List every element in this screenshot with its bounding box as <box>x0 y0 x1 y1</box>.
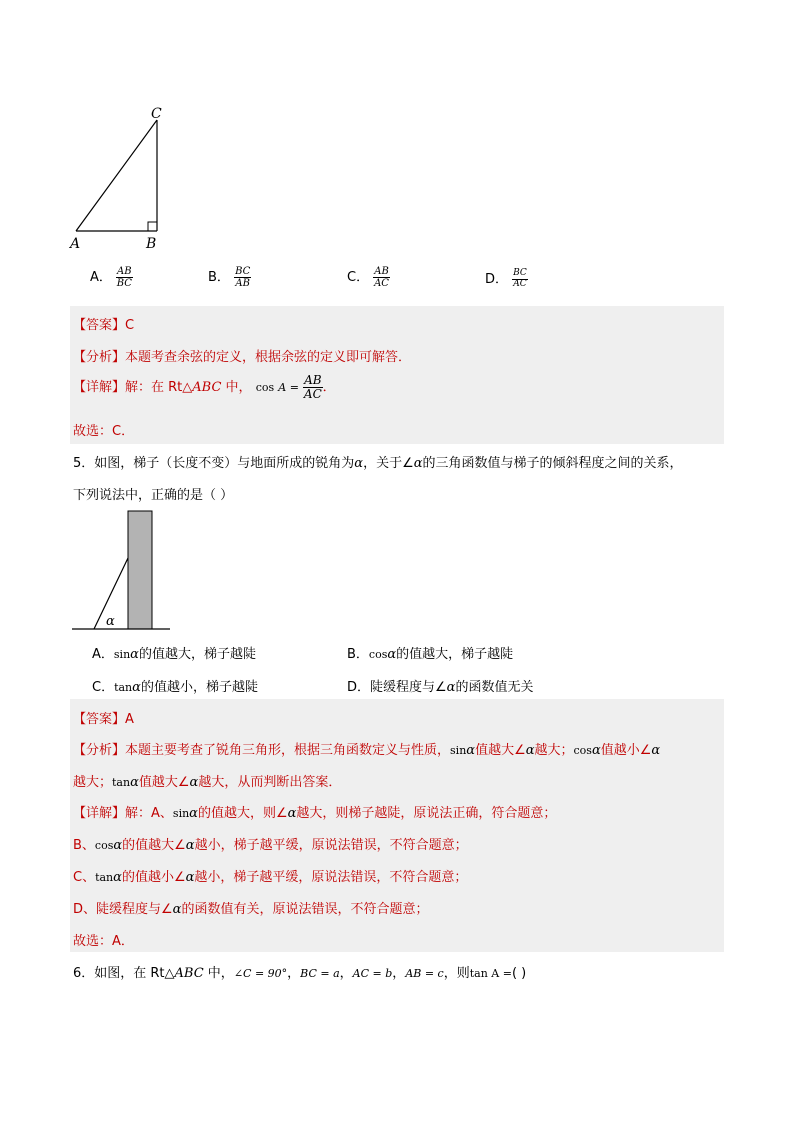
q5-detail-4a: D、陡缓程度与∠ <box>73 902 173 917</box>
q5-detail-3-alpha-2: α <box>185 870 195 885</box>
q5-stem-line2: 下列说法中，正确的是（ ） <box>73 488 234 503</box>
side-ac <box>76 120 157 231</box>
q4-option-b-fraction <box>234 266 251 289</box>
q4-option-b[interactable] <box>208 266 251 289</box>
q5-option-a-fn: sin <box>113 648 131 661</box>
q5-detail-2-cos: cos <box>94 839 114 852</box>
q4-analysis-label: 【分析】 <box>73 350 126 365</box>
q4-option-c-letter: C． <box>347 270 370 285</box>
q4-option-a-letter: A． <box>90 270 112 285</box>
q5-analysis-tan: tan <box>112 776 131 789</box>
q5-analysis-4: 值越小∠ <box>600 743 652 758</box>
vertex-b-label: B <box>146 236 157 252</box>
q4-detail-mid: 中， <box>221 380 252 396</box>
right-angle-mark <box>148 222 157 231</box>
q5-detail-line4 <box>73 898 428 917</box>
q6-p7: ( ) <box>511 966 527 981</box>
q5-option-c-letter: C． <box>92 680 115 695</box>
q4-detail-cos: cos <box>255 381 275 395</box>
q6-p1: 6．如图，在 Rt△ <box>73 966 175 981</box>
q5-analysis-1: 本题主要考查了锐角三角形，根据三角函数定义与性质， <box>125 743 451 758</box>
q5-analysis-7: 越大，从而判断出答案． <box>198 775 342 790</box>
q4-answer-line <box>73 314 134 333</box>
q5-detail-2c: 越小，梯子越平缓，原说法错误，不符合题意； <box>194 838 468 853</box>
q5-option-d-letter: D． <box>347 680 371 695</box>
q4-answer-label: 【答案】 <box>73 318 126 333</box>
q5-stem-line1 <box>73 452 683 471</box>
q5-stem-1b: ，关于∠ <box>363 456 414 471</box>
q5-option-b-alpha: α <box>387 647 397 662</box>
q5-detail-label: 【详解】 <box>73 806 126 821</box>
q6-p5: ， <box>392 966 406 981</box>
q6-tan: tan A = <box>469 967 512 980</box>
q5-analysis-alpha-1: α <box>466 743 476 758</box>
q4-detail-tri: ABC <box>192 380 222 396</box>
q5-analysis-5: 越大； <box>73 775 113 790</box>
angle-alpha-label: α <box>106 614 115 629</box>
q5-analysis-alpha-5: α <box>130 775 139 790</box>
q5-analysis-line2 <box>73 771 341 790</box>
q6-p2: 中， <box>203 966 234 981</box>
q5-detail-1a: 解：A、 <box>125 806 173 821</box>
q5-analysis-alpha-3: α <box>591 743 601 758</box>
q5-detail-3b: 的值越小∠ <box>121 870 186 885</box>
vertex-c-label: C <box>151 106 162 122</box>
q4-analysis-line <box>73 346 411 365</box>
q4-option-d[interactable] <box>485 268 528 290</box>
q5-option-b-text: 的值越大，梯子越陡 <box>396 647 514 662</box>
q4-option-c-den: AC <box>374 278 389 289</box>
q5-analysis-line1 <box>73 739 660 758</box>
q5-analysis-alpha-6: α <box>189 775 199 790</box>
q5-detail-2b: 的值越大∠ <box>122 838 186 853</box>
q6-p3: ， <box>287 966 301 981</box>
q4-option-a-fraction <box>116 266 133 289</box>
q5-option-a-alpha: α <box>130 647 139 662</box>
q5-option-c-fn: tan <box>114 681 133 694</box>
q4-detail-end: ． <box>322 380 336 396</box>
q6-p4: ， <box>339 966 353 981</box>
q5-stem-alpha-1: α <box>354 456 364 471</box>
q5-stem-1c: 的三角函数值与梯子的倾斜程度之间的关系， <box>422 456 683 471</box>
q5-detail-2-alpha-2: α <box>185 838 195 853</box>
q5-option-b[interactable] <box>347 643 513 662</box>
q5-detail-line2 <box>73 834 468 853</box>
q5-option-b-fn: cos <box>368 648 388 661</box>
q5-analysis-alpha-2: α <box>525 743 535 758</box>
q4-detail-prefix: 解：在 Rt△ <box>125 380 193 396</box>
q4-analysis-text: 本题考查余弦的定义，根据余弦的定义即可解答． <box>125 350 412 365</box>
q5-analysis-label: 【分析】 <box>73 743 126 758</box>
q4-detail-fraction <box>303 374 322 401</box>
q6-bc: BC = a <box>300 967 340 980</box>
q4-option-c-num: AB <box>374 266 389 277</box>
q5-option-c-alpha: α <box>132 680 141 695</box>
vertex-a-label: A <box>70 236 81 252</box>
q5-option-b-letter: B． <box>347 647 369 662</box>
q4-detail-den: AC <box>303 387 322 402</box>
triangle-abc-figure <box>66 102 176 254</box>
q6-ac: AC = b <box>352 967 393 980</box>
q5-detail-4b: 的函数值有关，原说法错误，不符合题意； <box>181 902 429 917</box>
q5-analysis-sin: sin <box>450 744 467 757</box>
q5-conclusion: 故选：A． <box>73 934 134 949</box>
q4-option-d-den: AC <box>513 279 527 289</box>
q5-detail-3-alpha-1: α <box>113 870 122 885</box>
q5-stem-1a: 5．如图，梯子（长度不变）与地面所成的锐角为 <box>73 456 355 471</box>
q5-detail-3-tan: tan <box>95 871 114 884</box>
q4-option-d-letter: D． <box>485 272 509 287</box>
q5-option-a[interactable] <box>92 643 256 662</box>
q6-angle: ∠C = 90° <box>233 967 288 980</box>
q5-option-a-text: 的值越大，梯子越陡 <box>138 647 256 662</box>
wall <box>128 511 152 629</box>
q5-analysis-alpha-4: α <box>651 743 661 758</box>
q5-detail-1-sin: sin <box>172 807 190 820</box>
q4-answer-value: C <box>125 318 135 333</box>
q4-detail-eq: = <box>286 381 299 395</box>
q4-option-a[interactable] <box>90 266 133 289</box>
q5-analysis-6: 值越大∠ <box>138 775 190 790</box>
q5-detail-2-alpha-1: α <box>113 838 123 853</box>
q5-analysis-3: 越大； <box>534 743 574 758</box>
q5-answer-value: A <box>125 712 134 727</box>
q4-option-b-letter: B． <box>208 270 230 285</box>
q5-detail-line1 <box>73 802 556 821</box>
q5-option-d-text-b: 的函数值无关 <box>455 680 534 695</box>
q6-tri: ABC <box>174 966 204 981</box>
q5-detail-3c: 越小，梯子越平缓，原说法错误，不符合题意； <box>194 870 468 885</box>
q4-option-a-num: AB <box>117 266 132 277</box>
q5-detail-2a: B、 <box>73 838 95 853</box>
q4-option-a-den: BC <box>116 278 132 289</box>
q4-detail-line <box>73 374 336 401</box>
q4-option-d-num: BC <box>513 268 527 279</box>
q4-detail-var: A <box>278 381 287 395</box>
q5-detail-1b: 的值越大，则∠ <box>197 806 288 821</box>
q6-p6: ，则 <box>443 966 470 981</box>
q5-option-d-alpha: α <box>446 680 456 695</box>
q4-option-d-fraction <box>512 269 528 290</box>
q5-answer-label: 【答案】 <box>73 712 126 727</box>
q4-detail-label: 【详解】 <box>73 380 126 396</box>
q5-analysis-2: 值越大∠ <box>475 743 526 758</box>
q5-option-d[interactable] <box>347 676 533 695</box>
q5-detail-4-alpha: α <box>172 902 182 917</box>
q5-detail-1-alpha-1: α <box>189 806 198 821</box>
q5-stem-alpha-2: α <box>413 456 423 471</box>
q5-option-c-text: 的值越小，梯子越陡 <box>140 680 258 695</box>
q4-conclusion: 故选：C． <box>73 424 135 439</box>
q5-option-d-text-a: 陡缓程度与∠ <box>370 680 447 695</box>
q4-detail-num: AB <box>304 373 322 387</box>
q6-stem <box>73 962 526 981</box>
q5-option-a-letter: A． <box>92 647 114 662</box>
q5-detail-line3 <box>73 866 467 885</box>
q5-detail-1c: 越大，则梯子越陡，原说法正确，符合题意； <box>296 806 557 821</box>
q5-analysis-cos: cos <box>573 744 592 757</box>
q4-option-c[interactable] <box>347 266 390 289</box>
q4-option-b-den: AB <box>235 278 250 289</box>
q5-answer-line <box>73 708 134 727</box>
q5-detail-3a: C、 <box>73 870 96 885</box>
q4-option-b-num: BC <box>235 266 251 277</box>
ladder-wall-figure <box>70 508 180 634</box>
q6-ab: AB = c <box>405 967 444 980</box>
q5-option-c[interactable] <box>92 676 258 695</box>
q4-option-c-fraction <box>373 266 390 289</box>
q5-detail-1-alpha-2: α <box>287 806 297 821</box>
